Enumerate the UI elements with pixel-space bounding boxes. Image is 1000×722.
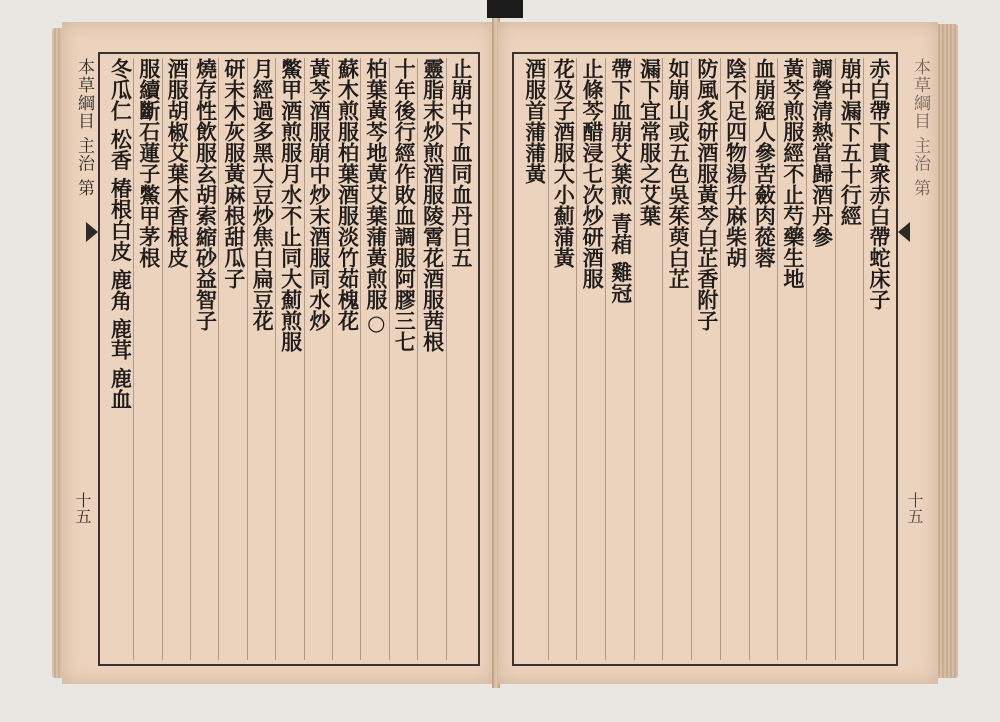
text-column: 黃芩酒服崩中炒末酒服同水炒	[304, 58, 332, 660]
text-column: 冬瓜仁 松香 椿根白皮 鹿角 鹿茸 鹿血	[108, 58, 134, 410]
text-column: 赤白帶下貫衆赤白帶蛇床子	[863, 58, 892, 660]
text-column: 漏下宜常服之艾葉	[634, 58, 663, 660]
text-columns	[106, 58, 474, 660]
page-edges-right	[936, 24, 958, 678]
text-column: 酒服首蒲蒲黃	[522, 58, 548, 184]
text-columns	[520, 58, 892, 660]
text-column: 崩中漏下五十行經	[835, 58, 864, 660]
text-column: 止崩中下血同血丹日五	[446, 58, 474, 660]
binding-clip	[487, 0, 523, 18]
text-column: 血崩絕人參苦蘞肉蓯蓉	[749, 58, 778, 660]
leaf-number: 十五	[73, 492, 92, 524]
open-book	[52, 18, 958, 688]
text-column: 柏葉黃芩地黃艾葉蒲黃煎服○	[360, 58, 388, 660]
margin-title: 本草綱目 主治 第	[910, 58, 930, 197]
text-column: 蘇木煎服柏葉酒服淡竹茹槐花	[332, 58, 360, 660]
text-column: 花及子酒服大小薊蒲黃	[548, 58, 577, 660]
text-column: 燒存性飲服玄胡索縮砂益智子	[190, 58, 218, 660]
text-column: 鱉甲酒煎服月水不止同大薊煎服	[275, 58, 303, 660]
text-column: 帶下血崩艾葉煎 青葙 雞冠	[605, 58, 634, 660]
text-column: 防風炙研酒服黃芩白芷香附子	[691, 58, 720, 660]
text-column: 研末木灰服黃麻根甜瓜子	[218, 58, 246, 660]
text-column: 止條芩醋浸七次炒研酒服	[576, 58, 605, 660]
text-column: 月經過多黑大豆炒焦白扁豆花	[247, 58, 275, 660]
text-column: 服續斷石蓮子鱉甲茅根	[133, 58, 161, 660]
text-column: 陰不足四物湯升麻柴胡	[720, 58, 749, 660]
fishtail-mark-icon	[898, 222, 910, 242]
fishtail-mark-icon	[86, 222, 98, 242]
right-page	[498, 22, 938, 684]
text-column: 黃芩煎服經不止芍藥生地	[777, 58, 806, 660]
text-column: 如崩山或五色吳茱萸白芷	[662, 58, 691, 660]
margin-title: 本草綱目 主治 第	[74, 58, 94, 197]
text-column: 酒服胡椒艾葉木香根皮	[162, 58, 190, 660]
leaf-number: 十五	[905, 492, 924, 524]
text-column: 十年後行經作敗血調服阿膠三七	[389, 58, 417, 660]
text-column: 靈脂末炒煎酒服陵霄花酒服茜根	[417, 58, 445, 660]
left-page	[62, 22, 494, 684]
text-column: 調營清熱當歸酒丹參	[806, 58, 835, 660]
